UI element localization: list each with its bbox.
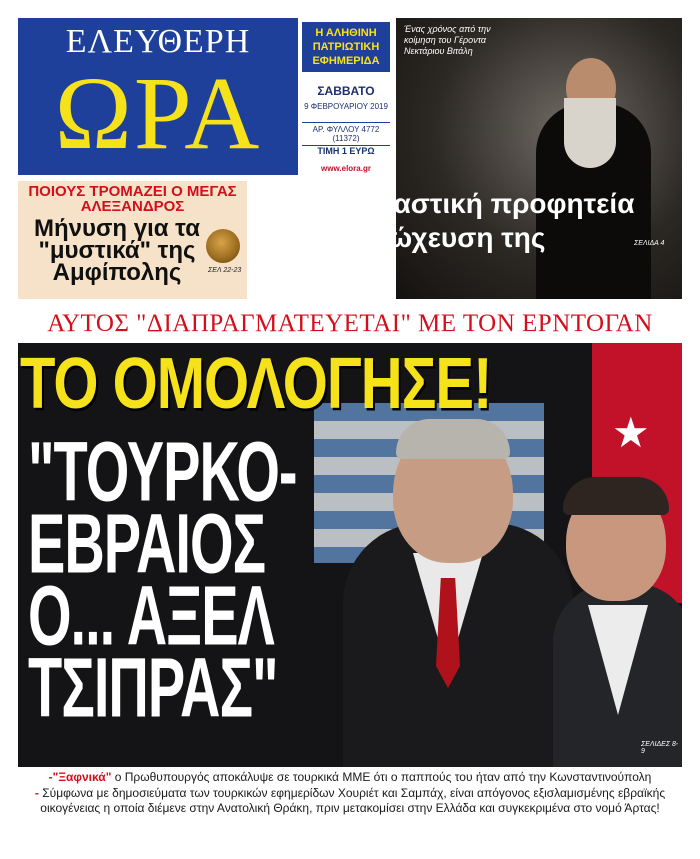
bullet-item [18, 786, 682, 816]
main-quote [28, 424, 358, 735]
main-headline[interactable]: ΤΟ ΟΜΟΛΟΓΗΣΕ! [20, 342, 492, 424]
subhead: ΑΥΤΟΣ "ΔΙΑΠΡΑΓΜΑΤΕΥΕΤΑΙ" ΜΕ ΤΟΝ ΕΡΝΤΟΓΑΝ [47, 310, 653, 337]
coin-icon [206, 229, 240, 263]
issue-price: ΤΙΜΗ 1 ΕΥΡΩ [317, 146, 375, 156]
website-link[interactable]: www.elora.gr [321, 164, 371, 173]
figure-right-hair [563, 477, 669, 515]
main-quote-line: Ο... ΑΞΕΛ [28, 568, 274, 663]
issue-day: ΣΑΒΒΑΤΟ [317, 84, 375, 98]
teaser-headline: Μήνυση για τα "μυστικά" της Αμφίπολης [34, 215, 200, 286]
main-quote-line: ΕΒΡΑΙΟΣ [28, 496, 266, 591]
main-quote-line: ΤΣΙΠΡΑΣ" [28, 640, 278, 735]
top-photo-page-ref: ΣΕΛΙΔΑ 4 [634, 240, 665, 247]
main-photo-page-ref: ΣΕΛΙΔΕΣ 8-9 [641, 741, 679, 755]
bullet-text: Σύμφωνα με δημοσιεύματα των τουρκικών εφημερίδων Χουριέτ και Σαμπάχ, είναι απόγονος εξισλαμισμένης εβραϊκής οικογένειας η οποία διέμενε στην Ανατολική Θράκη, πριν μετακομίσει στην Ελλάδα και συγκεκριμένα στο νομό Άρτας! [38, 786, 666, 815]
masthead-tagline: Η ΑΛΗΘΙΝΗ ΠΑΤΡΙΩΤΙΚΗ ΕΦΗΜΕΡΙΔΑ [302, 22, 390, 72]
teaser-kicker: ΠΟΙΟΥΣ ΤΡΟΜΑΖΕΙ Ο ΜΕΓΑΣ ΑΛΕΞΑΝΔΡΟΣ [28, 183, 237, 215]
bullet-text: ο Πρωθυπουργός αποκάλυψε σε τουρκικά ΜΜΕ ότι ο παππούς του ήταν από την Κωνσταντινούπολη [111, 770, 652, 784]
main-quote-line: "ΤΟΥΡΚΟ- [28, 424, 297, 519]
masthead [18, 18, 298, 175]
second-headline[interactable]: Η ανατριχιαστική προφητεία για την πτώχευση της Ελλάδας [254, 188, 635, 287]
issue-number: ΑΡ. ΦΥΛΛΟΥ 4772 (11372) [302, 122, 390, 146]
masthead-title-main: ΩΡΑ [54, 56, 262, 171]
figure-left-hair [396, 419, 510, 459]
top-photo-caption: Ένας χρόνος από την κοίμηση του Γέροντα Νεκτάριου Βιτάλη [404, 24, 491, 56]
star-icon: ★ [612, 409, 650, 456]
bullet-lead: - [34, 786, 39, 800]
bullet-lead: -"Ξαφνικά" [48, 770, 112, 784]
bullet-list [18, 770, 682, 816]
teaser-box[interactable] [18, 181, 247, 299]
masthead-title-top: ΕΛΕΥΘΕΡΗ [65, 23, 251, 60]
priest-beard [564, 98, 616, 168]
bullet-item [18, 770, 682, 785]
masthead-info-box [302, 18, 390, 175]
teaser-page-ref: ΣΕΛ 22-23 [208, 267, 242, 274]
issue-date: 9 ΦΕΒΡΟΥΑΡΙΟΥ 2019 [304, 102, 388, 111]
